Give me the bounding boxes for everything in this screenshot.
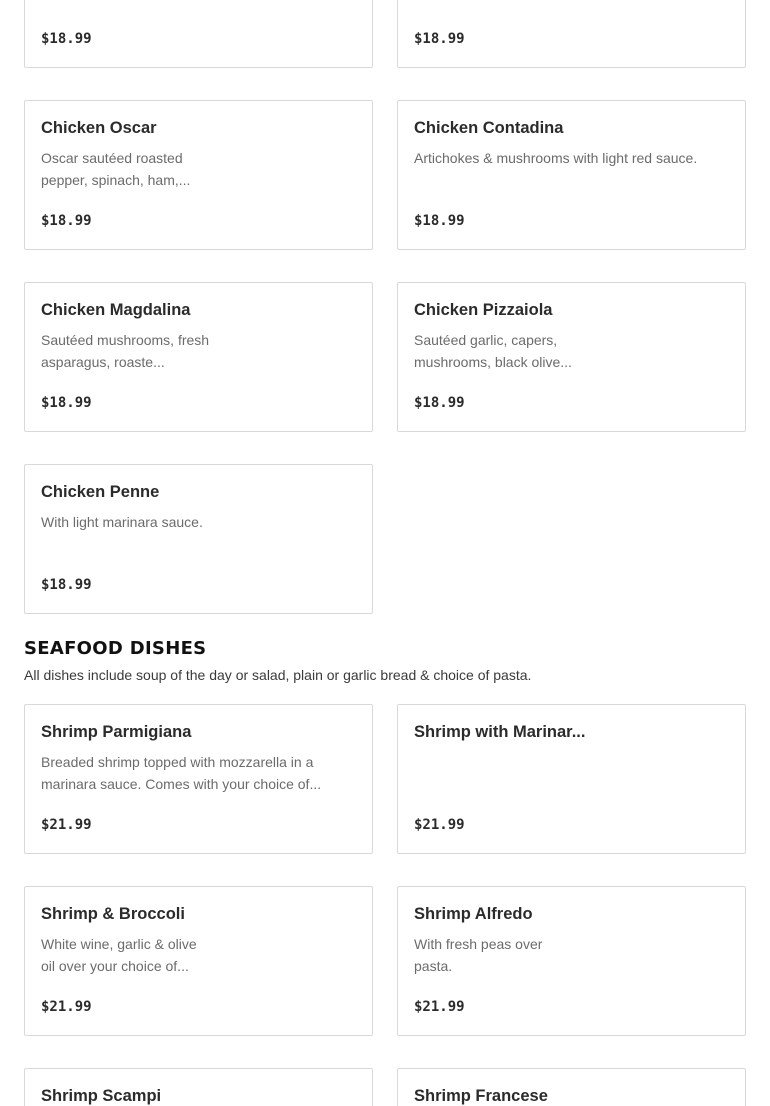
menu-item-card[interactable] — [24, 704, 373, 854]
item-description: Artichokes & mushrooms with light red sauce. — [414, 150, 698, 166]
item-price: $18.99 — [414, 31, 465, 47]
menu-item-card[interactable] — [24, 464, 373, 614]
item-price: $21.99 — [414, 999, 465, 1015]
menu-item-card[interactable] — [397, 704, 746, 854]
item-name: Shrimp Alfredo — [414, 905, 533, 923]
item-description: Oscar sautéed roasted pepper, spinach, ham,... — [41, 150, 191, 188]
item-description: With fresh peas over pasta. — [414, 936, 543, 974]
menu-item-card[interactable] — [24, 282, 373, 432]
item-name: Shrimp Parmigiana — [41, 723, 192, 741]
item-price: $18.99 — [41, 31, 92, 47]
menu-item-card[interactable] — [24, 886, 373, 1036]
item-price: $18.99 — [414, 395, 465, 411]
item-name: Shrimp Scampi — [41, 1087, 162, 1105]
item-description: Sautéed garlic, capers, mushrooms, black olive... — [414, 332, 572, 370]
item-price: $18.99 — [414, 213, 465, 229]
item-name: Chicken Penne — [41, 483, 160, 501]
menu-item-card[interactable] — [397, 1068, 746, 1106]
item-name: Shrimp & Broccoli — [41, 905, 185, 923]
item-name: Shrimp Francese — [414, 1087, 548, 1105]
item-price: $21.99 — [41, 999, 92, 1015]
item-price: $18.99 — [41, 577, 92, 593]
menu-item-card[interactable] — [397, 282, 746, 432]
section-title: SEAFOOD DISHES — [24, 638, 207, 659]
menu-item-card[interactable] — [397, 886, 746, 1036]
item-description: Sautéed mushrooms, fresh asparagus, roaste... — [41, 332, 210, 370]
menu-item-card[interactable] — [24, 100, 373, 250]
menu-item-card[interactable] — [24, 1068, 373, 1106]
item-name: Chicken Pizzaiola — [414, 301, 553, 319]
item-price: $21.99 — [41, 817, 92, 833]
section-subtitle: All dishes include soup of the day or salad, plain or garlic bread & choice of pasta. — [24, 667, 532, 683]
item-name: Chicken Oscar — [41, 119, 157, 137]
item-price: $21.99 — [414, 817, 465, 833]
item-price: $18.99 — [41, 395, 92, 411]
menu-item-card[interactable] — [24, 0, 373, 68]
item-description: Breaded shrimp topped with mozzarella in a marinara sauce. Comes with your choice of... — [41, 754, 322, 792]
item-description: White wine, garlic & olive oil over your choice of... — [41, 936, 197, 974]
item-price: $18.99 — [41, 213, 92, 229]
menu-item-card[interactable] — [397, 0, 746, 68]
item-description: With light marinara sauce. — [41, 514, 203, 530]
item-name: Shrimp with Marinar... — [414, 723, 586, 741]
menu-item-card[interactable] — [397, 100, 746, 250]
item-name: Chicken Contadina — [414, 119, 564, 137]
item-name: Chicken Magdalina — [41, 301, 191, 319]
